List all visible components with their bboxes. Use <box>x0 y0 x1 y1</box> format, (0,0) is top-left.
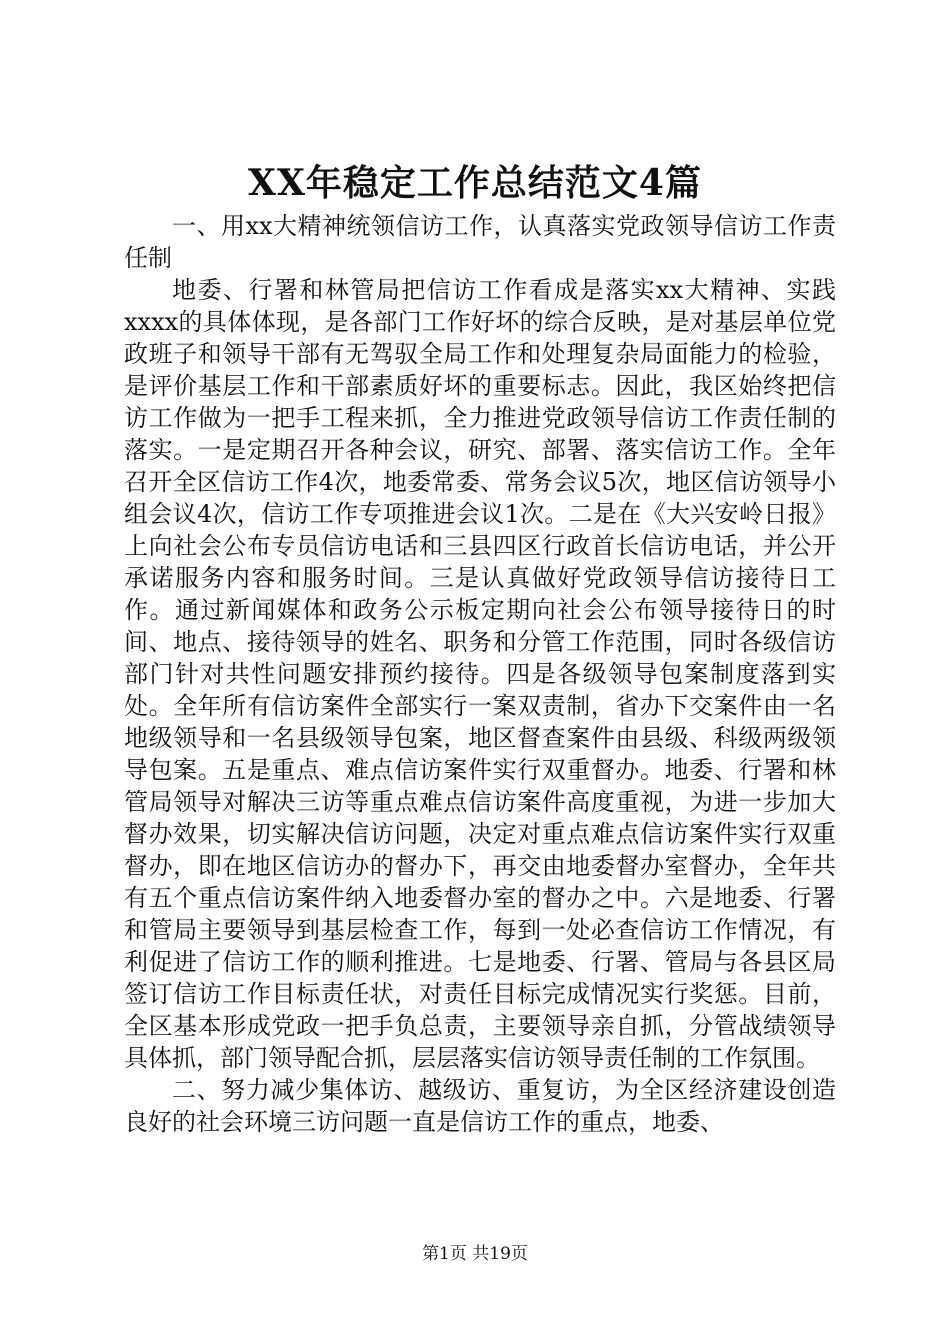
section-heading-2: 二、努力减少集体访、越级访、重复访，为全区经济建设创造良好的社会环境三访问题一直是信访工作的重点，地委、 <box>124 1076 836 1136</box>
document-title: XX年稳定工作总结范文4篇 <box>248 162 702 204</box>
body-paragraph: 地委、行署和林管局把信访工作看成是落实xx大精神、实践xxxx的具体体现，是各部门工作好坏的综合反映，是对基层单位党政班子和领导干部有无驾驭全局工作和处理复杂局面能力的检验，是评价基层工作和干部素质好坏的重要标志。因此，我区始终把信访工作做为一把手工程来抓，全力推进党政领导信访工作责任制的落实。一是定期召开各种会议，研究、部署、落实信访工作。全年召开全区信访工作4次，地委常委、常务会议5次，地区信访领导小组会议4次，信访工作专项推进会议1次。二是在《大兴安岭日报》上向社会公布专员信访电话和三县四区行政首长信访电话，并公开承诺服务内容和服务时间。三是认真做好党政领导信访接待日工作。通过新闻媒体和政务公示板定期向社会公布领导接待日的时间、地点、接待领导的姓名、职务和分管工作范围，同时各级信访部门针对共性问题安排预约接待。四是各级领导包案制度落到实处。全年所有信访案件全部实行一案双责制，省办下交案件由一名地级领导和一名县级领导包案，地区督查案件由县级、科级两级领导包案。五是重点、难点信访案件实行双重督办。地委、行署和林管局领导对解决三访等重点难点信访案件高度重视，为进一步加大督办效果，切实解决信访问题，决定对重点难点信访案件实行双重督办，即在地区信访办的督办下，再交由地委督办室督办，全年共有五个重点信访案件纳入地委督办室的督办之中。六是地委、行署和管局主要领导到基层检查工作，每到一处必查信访工作情况，有利促进了信访工作的顺利推进。七是地委、行署、管局与各县区局签订信访工作目标责任状，对责任目标完成情况实行奖惩。目前，全区基本形成党政一把手负总责，主要领导亲自抓，分管战绩领导具体抓，部门领导配合抓，层层落实信访领导责任制的工作氛围。 <box>124 276 836 1072</box>
page-footer: 第1页 共19页 <box>422 1244 528 1264</box>
document-body <box>124 210 836 1138</box>
section-heading-1: 一、用xx大精神统领信访工作，认真落实党政领导信访工作责任制 <box>124 212 836 272</box>
